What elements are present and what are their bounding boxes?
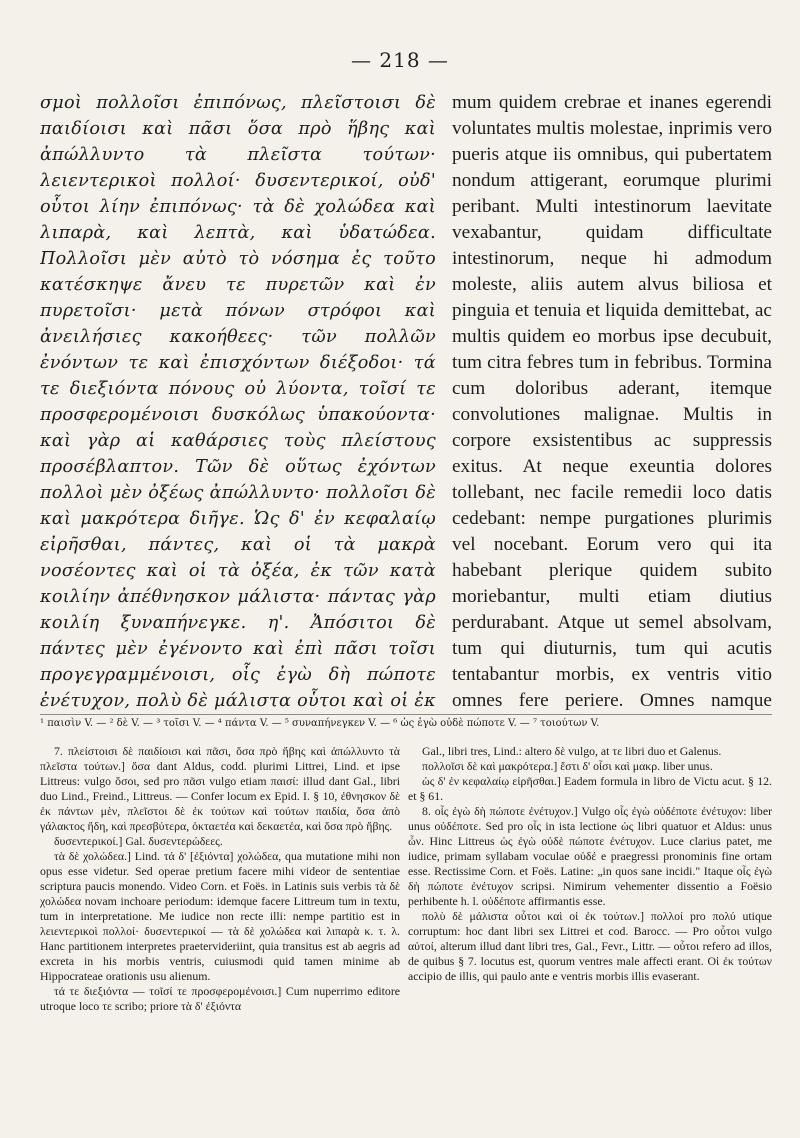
commentary-left-column xyxy=(40,744,400,1134)
commentary-note: τά τε διεξιόντα — τοῖσί τε προσφερομένοισι.] Cum nuperrimo editore utroque loco τε scribo; priore τὰ δ' ἐξιόντα xyxy=(40,984,400,1013)
greek-main-text: σμοὶ πολλοῖσι ἐπιπόνως, πλεῖστοισι δὲ παιδίοισι καὶ πᾶσι ὅσα πρὸ ἥβης καὶ ἀπώλλυντο τὰ πλεῖστα τούτων· λειεντερικοὶ πολλοί· δυσεντερικοί, οὐδ' οὗτοι λίην ἐπιπόνως· τὰ δὲ χολώδεα καὶ λιπαρὰ, καὶ λεπτὰ, καὶ ὑδατώδεα. Πολλοῖσι μὲν αὐτὸ τὸ νόσημα ἐς τοῦτο κατέσκηψε ἄνευ τε πυρετῶν καὶ ἐν πυρετοῖσι· μετὰ πόνων στρόφοι καὶ ἀνειλήσιες κακοήθεες· τῶν πολλῶν ἐνόντων τε καὶ ἐπισχόντων διέξοδοι· τά τε διεξιόντα πόνους οὐ λύοντα, τοῖσί τε προσφερομένοισι δυσκόλως ὑπακούοντα· καὶ γὰρ αἱ καθάρσιες τοὺς πλείστους προσέβλαπτον. Τῶν δὲ οὕτως ἐχόντων πολλοὶ μὲν ὀξέως ἀπώλλυντο· πολλοῖσι δὲ καὶ μακρότερα διῆγε. Ὡς δ' ἐν κεφαλαίῳ εἰρῆσθαι, πάντες, καὶ οἱ τὰ μακρὰ νοσέοντες καὶ οἱ τὰ ὀξέα, ἐκ τῶν κατὰ κοιλίην ἀπέθνησκον μάλιστα· πάντας γὰρ κοιλίη ξυναπήνεγκε. η'. Ἀπόσιτοι δὲ πάντες μὲν ἐγένοντο καὶ ἐπὶ πᾶσι τοῖσι προγεγραμμένοισι, οἷς ἐγὼ δὴ πώποτε ἐνέτυχον, πολὺ δὲ μάλιστα οὗτοι καὶ οἱ ἐκ xyxy=(40,93,436,710)
commentary-note: Gal., libri tres, Lind.: altero δὲ vulgo, at τε libri duo et Galenus. xyxy=(422,744,722,758)
variant-readings-line: ¹ παισὶν V. — ² δὲ V. — ³ τοῖσι V. — ⁴ πάντα V. — ⁵ συναπήνεγκεν V. — ⁶ ὡς ἐγὼ οὐδὲ πώποτε V. — ⁷ τοιούτων V. xyxy=(40,718,600,729)
page-number: — 218 — xyxy=(351,48,449,72)
commentary-note: δυσεντερικοί.] Gal. δυσεντερώδεες. xyxy=(54,834,223,848)
commentary-note: 7. πλείστοισι δὲ παιδίοισι καὶ πᾶσι, ὅσα πρὸ ἥβης καὶ ἀπώλλυντο τὰ πλεῖστα τούτων.] ὅσα dant Aldus, codd. plurimi Littrei, Lind. et ipse Littreus: vulgo ὅσοι, sed pro πᾶσι vulgo etiam παισί: illud dant Gal., libri duo Lind., Freind., Littreus. — Confer locum ex Epid. I. § 10, ἐθνησκον δὲ ἐκ πάντων μὲν, πλεῖστοι δὲ ἐκ τούτων καὶ τούτων παιδία, ὅσα ἀπὸ γάλακτος ἤδη, καὶ πρεσβύτερα, ὀκταετέα καὶ δεκαετέα, καὶ ὅσα πρὸ ἥβης. xyxy=(40,744,400,833)
commentary-note: ὡς δ' ἐν κεφαλαίῳ εἰρῆσθαι.] Eadem formula in libro de Victu acut. § 12. et § 61. xyxy=(408,774,772,803)
footnote-divider xyxy=(40,714,772,715)
commentary-right-column xyxy=(408,744,772,1134)
greek-text-column xyxy=(40,90,436,710)
commentary-note: τὰ δὲ χολώδεα.] Lind. τά δ' [ἐξιόντα] χολώδεα, qua mutatione mihi non opus esse videtur. Sed operae pretium facere mihi videor de sententiae scriptura paucis monendo. Video Corn. et Foës. in Latinis suis verbis τὰ δὲ χολώδεα novam inchoare periodum: idemque facere Littreum tum in textu, tum in interpretatione. Me iudice non recte illi: nempe partitio est in λειεντερικοὶ πολλοί· δυσεντερικοί — τὰ δὲ χολώδεα καὶ λιπαρὰ κ. τ. λ. Hanc partitionem interpretes praetervideriint, quia transitus est ab aegris ad excreta in his morbis ventris, cuiusmodi quid tamen minime ab Hippocrateae orationis usu alienum. xyxy=(40,849,400,983)
commentary-note: πολλοῖσι δὲ καὶ μακρότερα.] ἔστι δ' οἷσι καὶ μακρ. liber unus. xyxy=(422,759,713,773)
latin-main-text: mum quidem crebrae et inanes egerendi voluntates multis molestae, inprimis vero pueris atque iis omnibus, qui pubertatem nondum attigerant, eorumque plurimi peribant. Multi intestinorum laevitate vexabantur, quidam difficultate intestinorum, neque hi admodum moleste, aliis autem alvus biliosa et pinguia et tenuia et liquida demittebat, ac multis quidem eo morbus ipse decubuit, tum citra febres tum in febribus. Tormina cum doloribus aderant, itemque convolutiones malignae. Multis in corpore exsistentibus ac suppressis exitus. At neque exeuntia dolores tollebant, nec facile remedii loco datis cedebant: nempe purgationes plurimis vel nocebant. Eorum vero qui ita habebant plerique quidem subito moriebantur, multi etiam diutius perdurabant. Atque ut semel absolvam, tum qui diuturnis, tum qui acutis tentabantur morbis, ex ventris vitio omnes fere periere. Omnes namque xyxy=(452,92,772,710)
commentary-note: 8. οἷς ἐγὼ δὴ πώποτε ἐνέτυχον.] Vulgo οἷς ἐγὼ οὐδέποτε ἐνέτυχον: liber unus οὐδέποτε. Sed pro οἷς in ista lectione ὡς libri quatuor et Aldus: unus ὦν. Hinc Littreus ὡς ἐγὼ οὐδὲ πώποτε ἐνέτυχον. Luce clarius patet, me iudice, primam syllabam voculae οὐδέ e praegressi pronominis fine ortam esse. Rectissime Corn. et Foës. Latine: „in quos sane incidi." Itaque οἷς ἐγὼ δὴ πώποτε ἐνέτυχον scripsi. Nimirum vehementer dissentio a Foësio perhibente h. l. οὐδέποτε affirmantis esse. xyxy=(408,804,772,908)
commentary-note: πολὺ δὲ μάλιστα οὗτοι καὶ οἱ ἐκ τούτων.] πολλοί pro πολύ utique corruptum: hoc dant libri sex Littrei et cod. Barocc. — Pro οὗτοι vulgo αὐτοί, alterum illud dant libri tres, Gal., Fevr., Littr. — οὗτοι refero ad illos, de quibus § 7. locutus est, quorum ventres male affecti erant. Οἱ ἐκ τούτων accipio de illis, qui paulo ante e ventris morbis illis evaserant. xyxy=(408,909,772,983)
latin-translation-column xyxy=(452,90,772,710)
